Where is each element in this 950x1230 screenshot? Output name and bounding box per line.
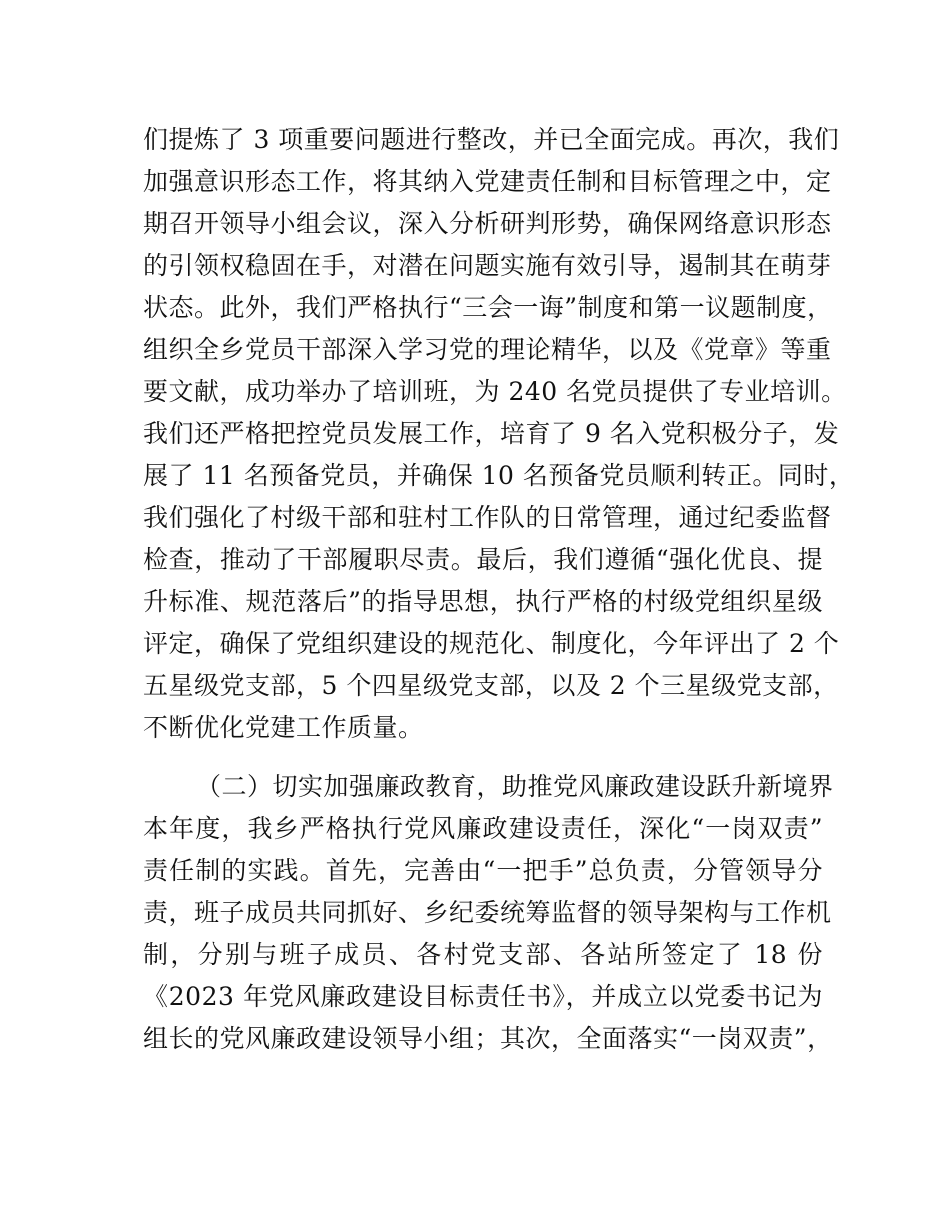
text-line: 组长的党风廉政建设领导小组；其次，全面落实“一岗双责”， <box>143 1024 833 1053</box>
text-line: 们提炼了 3 项重要问题进行整改，并已全面完成。再次，我们 <box>143 125 840 154</box>
text-line: 《2023 年党风廉政建设目标责任书》，并成立以党委书记为 <box>143 982 823 1011</box>
text-line: 升标准、规范落后”的指导思想，执行严格的村级党组织星级 <box>143 587 823 616</box>
text-line: 本年度，我乡严格执行党风廉政建设责任，深化“一岗双责” <box>143 814 823 843</box>
text-line: 组织全乡党员干部深入学习党的理论精华，以及《党章》等重 <box>143 335 832 364</box>
text-line: 责，班子成员共同抓好、乡纪委统筹监督的领导架构与工作机 <box>143 898 832 927</box>
text-line: 展了 11 名预备党员，并确保 10 名预备党员顺利转正。同时， <box>143 461 855 490</box>
text-line: 我们强化了村级干部和驻村工作队的日常管理，通过纪委监督 <box>143 503 832 532</box>
text-line: 检查，推动了干部履职尽责。最后，我们遵循“强化优良、提 <box>143 545 823 574</box>
text-line: 要文献，成功举办了培训班，为 240 名党员提供了专业培训。 <box>143 377 847 406</box>
text-line: 状态。此外，我们严格执行“三会一诲”制度和第一议题制度， <box>143 293 833 322</box>
text-line: 评定，确保了党组织建设的规范化、制度化，今年评出了 2 个 <box>143 629 840 658</box>
text-line: 责任制的实践。首先，完善由“一把手”总负责，分管领导分 <box>143 856 823 885</box>
text-line: 的引领权稳固在手，对潜在问题实施有效引导，遏制其在萌芽 <box>143 251 832 280</box>
text-line: 制，分别与班子成员、各村党支部、各站所签定了 18 份 <box>143 940 823 969</box>
section-heading: （二）切实加强廉政教育，助推党风廉政建设跃升新境界 <box>196 772 834 801</box>
text-line: 我们还严格把控党员发展工作，培育了 9 名入党积极分子，发 <box>143 419 840 448</box>
text-line: 期召开领导小组会议，深入分析研判形势，确保网络意识形态 <box>143 209 832 238</box>
text-line: 不断优化党建工作质量。 <box>143 713 424 742</box>
text-line: 加强意识形态工作，将其纳入党建责任制和目标管理之中，定 <box>143 167 832 196</box>
text-line: 五星级党支部，5 个四星级党支部，以及 2 个三星级党支部， <box>143 671 839 700</box>
